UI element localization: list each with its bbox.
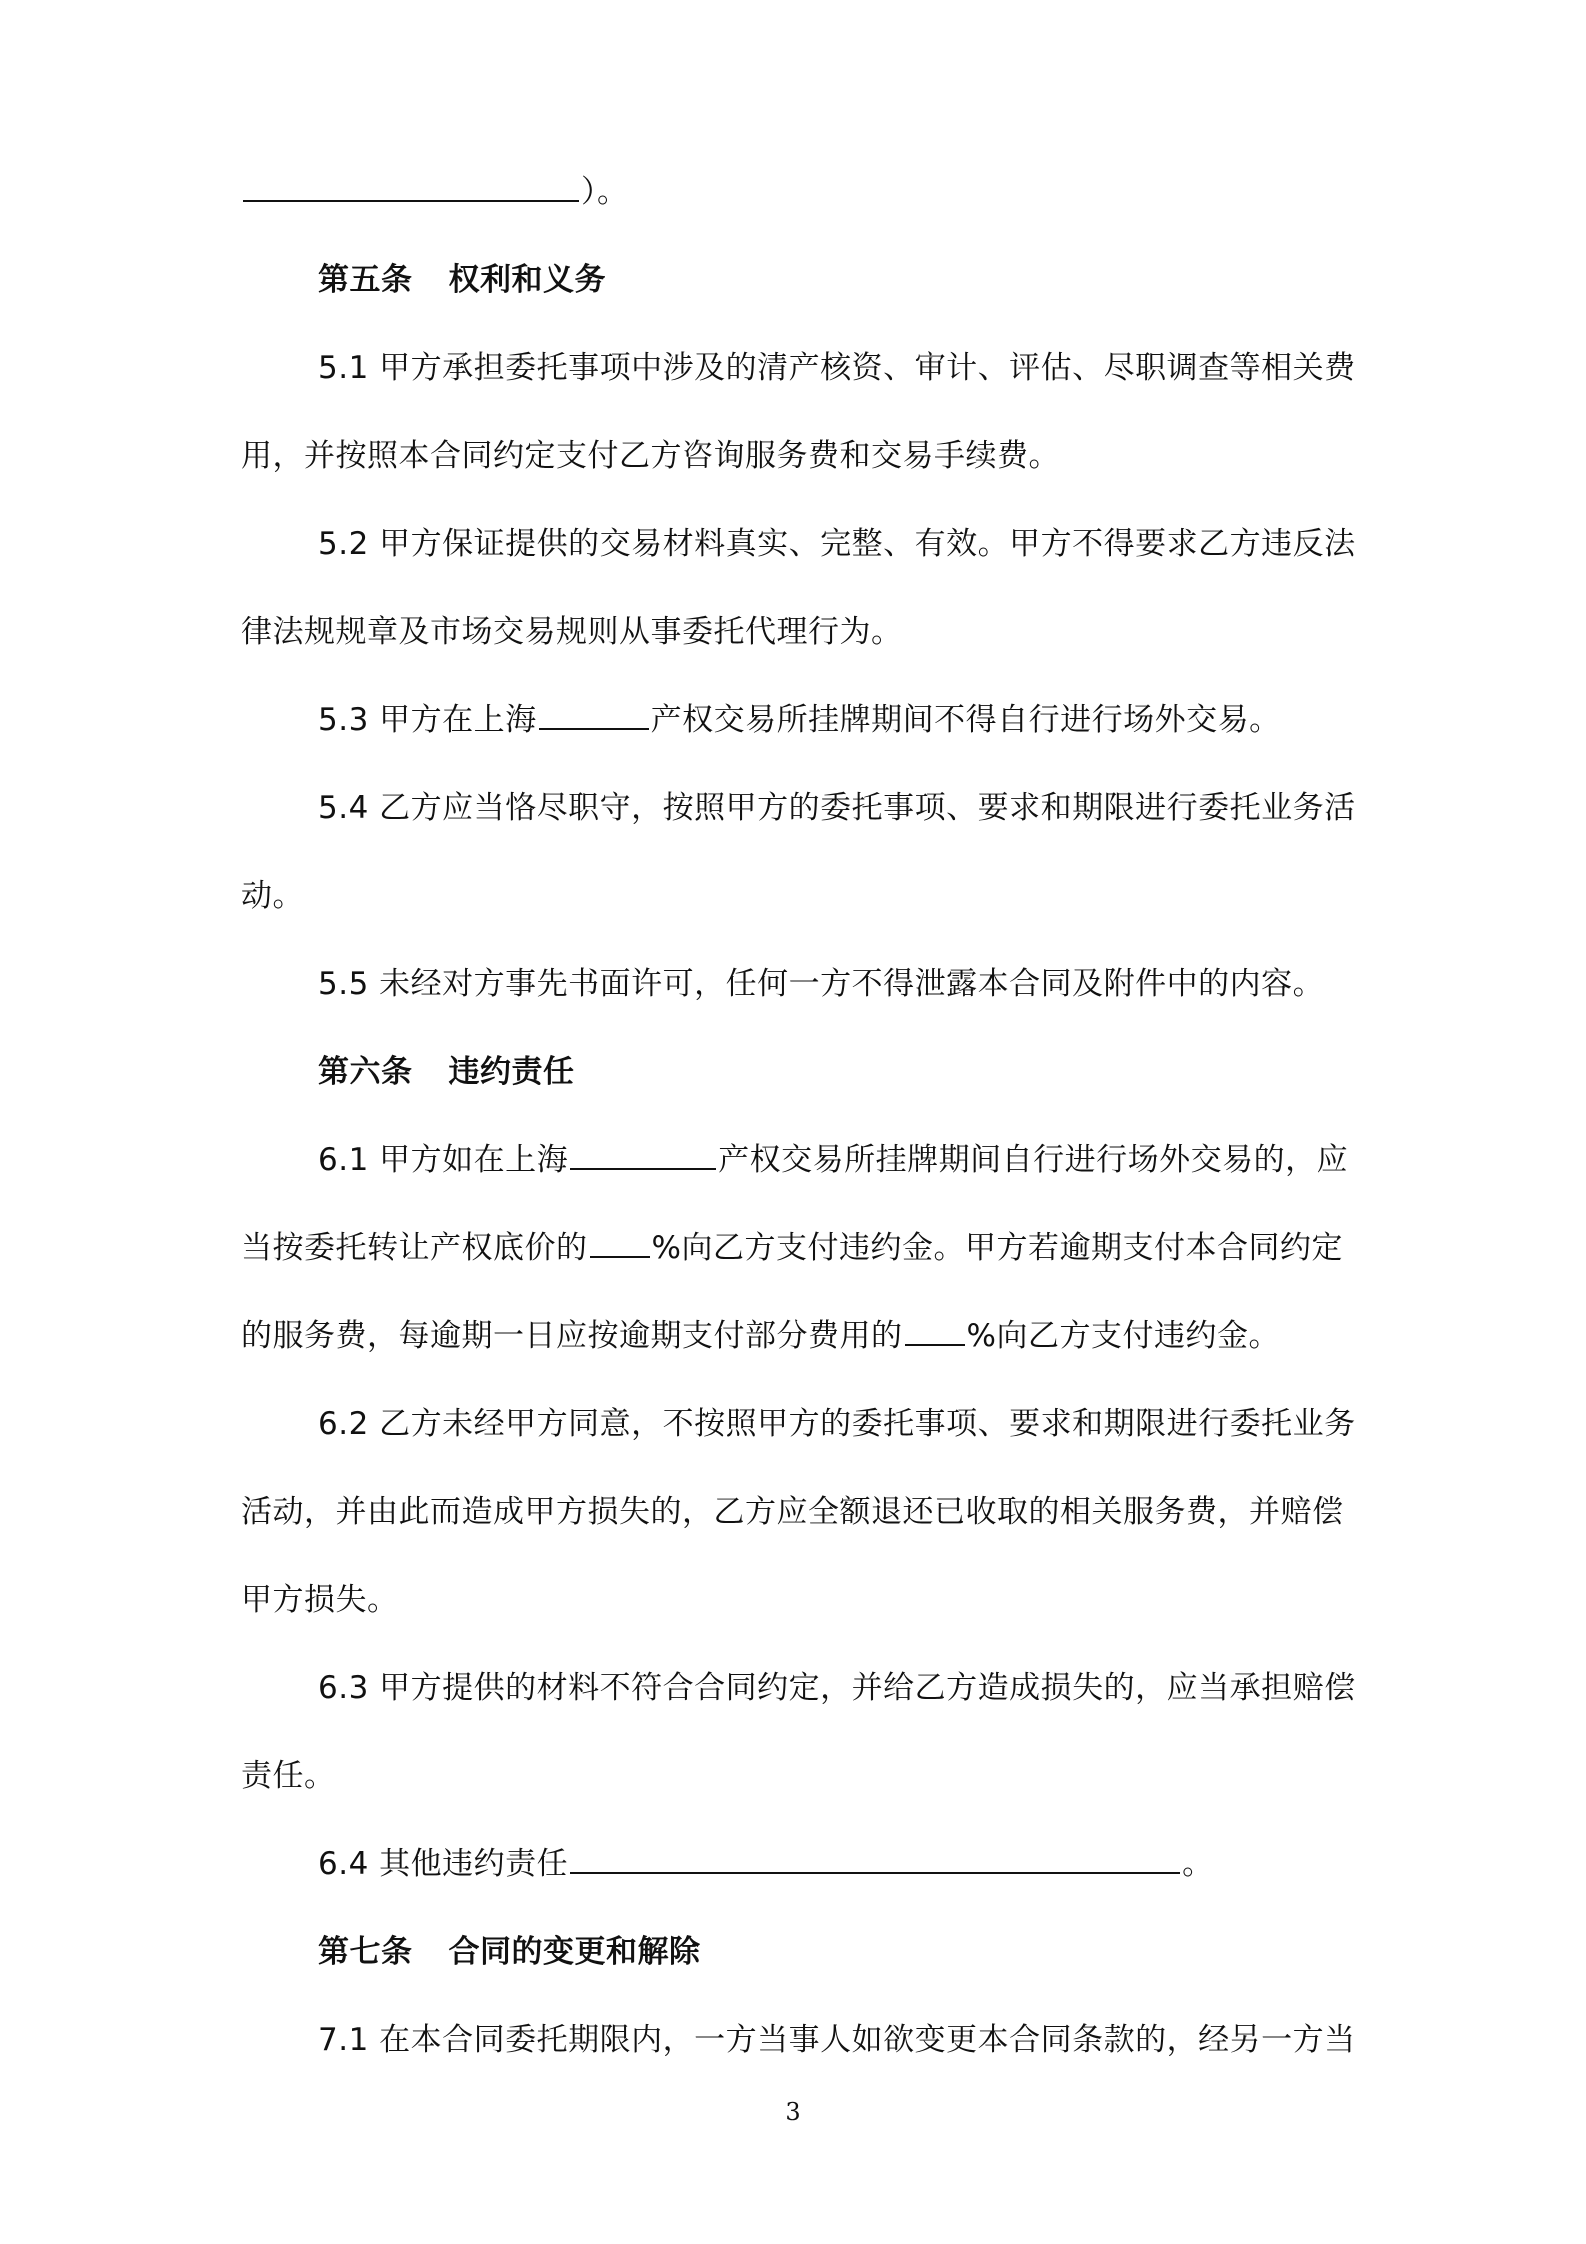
clause-5-2-line-2: 律法规规章及市场交易规则从事委托代理行为。 bbox=[241, 614, 903, 650]
line-text: 的服务费，每逾期一日应按逾期支付部分费用的 bbox=[241, 1318, 903, 1354]
clause-6-1-line-2 bbox=[241, 1226, 1361, 1270]
line-text: ）。 bbox=[581, 174, 629, 210]
line-text: 产权交易所挂牌期间自行进行场外交易的，应 bbox=[718, 1142, 1349, 1178]
clause-5-2-line-1: 5.2 甲方保证提供的交易材料真实、完整、有效。甲方不得要求乙方违反法 bbox=[318, 526, 1356, 562]
clause-6-3-line-2: 责任。 bbox=[241, 1758, 336, 1794]
section-title: 权利和义务 bbox=[448, 262, 606, 298]
fill-in-blank bbox=[570, 1842, 1180, 1874]
line-text: 6.4 其他违约责任 bbox=[318, 1846, 569, 1882]
clause-6-3-line-1: 6.3 甲方提供的材料不符合合同约定，并给乙方造成损失的，应当承担赔偿 bbox=[318, 1670, 1356, 1706]
continuation-line bbox=[241, 170, 1361, 214]
line-text: 。 bbox=[1182, 1846, 1214, 1882]
fill-in-blank bbox=[590, 1226, 650, 1258]
clause-6-2-line-2: 活动，并由此而造成甲方损失的，乙方应全额退还已收取的相关服务费，并赔偿 bbox=[241, 1494, 1344, 1530]
fill-in-blank bbox=[539, 698, 649, 730]
clause-6-1-line-3 bbox=[241, 1314, 1361, 1358]
clause-6-1-line-1 bbox=[318, 1138, 1438, 1182]
clause-5-1-line-1: 5.1 甲方承担委托事项中涉及的清产核资、审计、评估、尽职调查等相关费 bbox=[318, 350, 1356, 386]
clause-5-4-line-2: 动。 bbox=[241, 878, 304, 914]
fill-in-blank bbox=[570, 1138, 716, 1170]
page-number: 3 bbox=[785, 2098, 801, 2126]
clause-5-3 bbox=[318, 698, 1438, 742]
section-heading-6 bbox=[318, 1050, 1438, 1094]
section-title: 违约责任 bbox=[448, 1054, 575, 1090]
section-number: 第六条 bbox=[318, 1054, 413, 1090]
line-text: %向乙方支付违约金。甲方若逾期支付本合同约定 bbox=[651, 1230, 1343, 1266]
clause-5-1-line-2: 用，并按照本合同约定支付乙方咨询服务费和交易手续费。 bbox=[241, 438, 1060, 474]
line-text: 产权交易所挂牌期间不得自行进行场外交易。 bbox=[650, 702, 1281, 738]
section-heading-5 bbox=[318, 258, 1438, 302]
fill-in-blank bbox=[905, 1314, 965, 1346]
clause-6-4 bbox=[318, 1842, 1438, 1886]
line-text: 当按委托转让产权底价的 bbox=[241, 1230, 588, 1266]
clause-6-2-line-3: 甲方损失。 bbox=[241, 1582, 399, 1618]
clause-5-5: 5.5 未经对方事先书面许可，任何一方不得泄露本合同及附件中的内容。 bbox=[318, 966, 1325, 1002]
clause-5-4-line-1: 5.4 乙方应当恪尽职守，按照甲方的委托事项、要求和期限进行委托业务活 bbox=[318, 790, 1356, 826]
clause-7-1-line-1: 7.1 在本合同委托期限内，一方当事人如欲变更本合同条款的，经另一方当 bbox=[318, 2022, 1356, 2058]
section-title: 合同的变更和解除 bbox=[448, 1934, 701, 1970]
line-text: 6.1 甲方如在上海 bbox=[318, 1142, 569, 1178]
clause-6-2-line-1: 6.2 乙方未经甲方同意，不按照甲方的委托事项、要求和期限进行委托业务 bbox=[318, 1406, 1356, 1442]
section-number: 第七条 bbox=[318, 1934, 413, 1970]
fill-in-blank bbox=[243, 170, 579, 202]
section-number: 第五条 bbox=[318, 262, 413, 298]
line-text: %向乙方支付违约金。 bbox=[966, 1318, 1280, 1354]
line-text: 5.3 甲方在上海 bbox=[318, 702, 537, 738]
section-heading-7 bbox=[318, 1930, 1438, 1974]
